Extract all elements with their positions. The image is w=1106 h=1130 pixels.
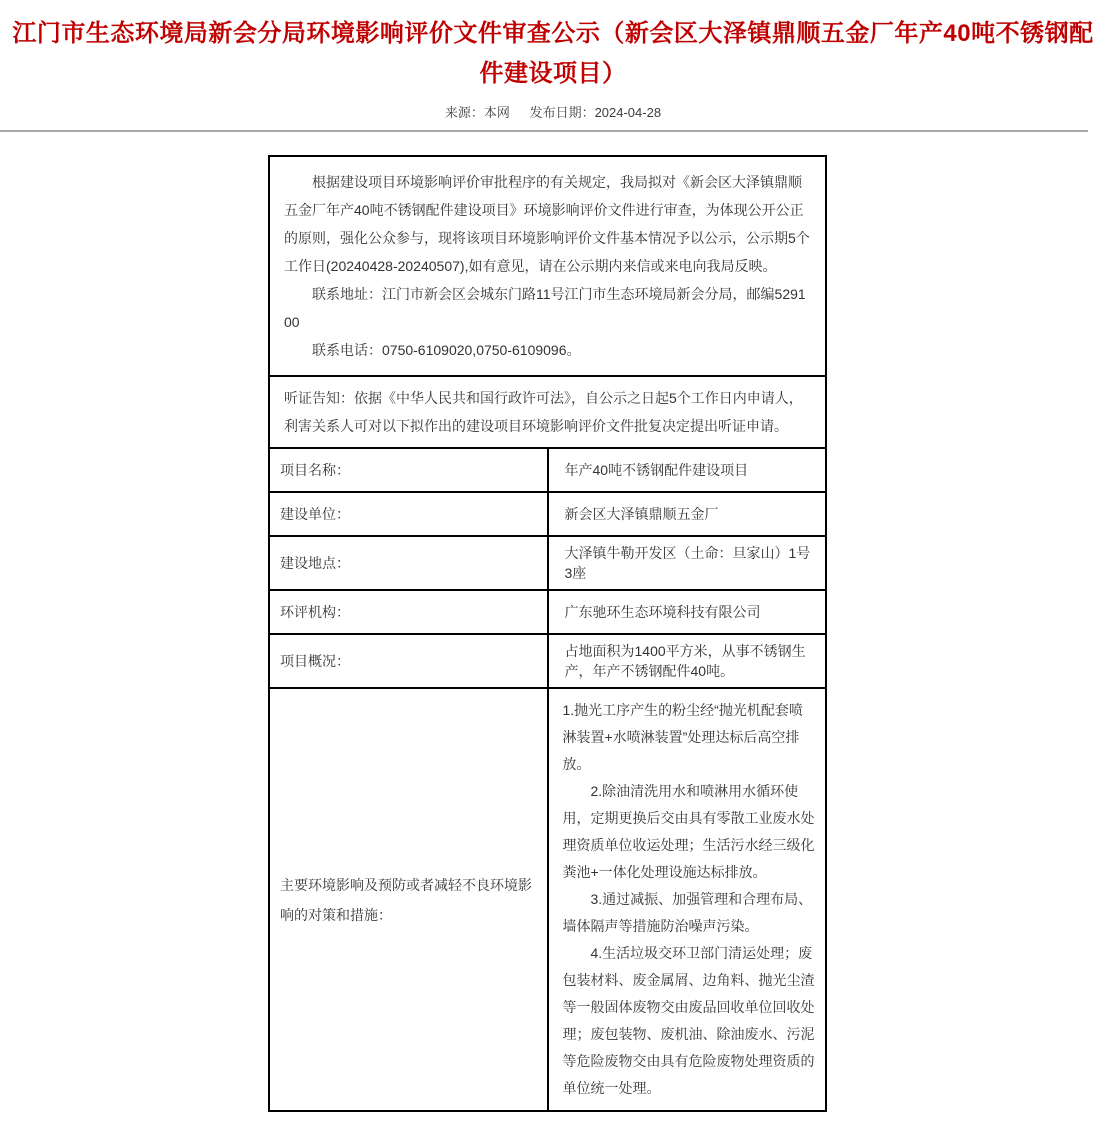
field-value: 年产40吨不锈钢配件建设项目 — [548, 448, 827, 492]
contact-address: 联系地址：江门市新会区会城东门路11号江门市生态环境局新会分局，邮编529100 — [284, 286, 806, 330]
measures-cell — [548, 688, 827, 1111]
field-label: 环评机构： — [269, 590, 548, 634]
field-label: 建设单位： — [269, 492, 548, 536]
measure-item-3: 3.通过减振、加强管理和合理布局、墙体隔声等措施防治噪声污染。 — [562, 891, 813, 934]
announcement-page — [0, 14, 1106, 1112]
announcement-table — [268, 155, 827, 1112]
field-value: 新会区大泽镇鼎顺五金厂 — [548, 492, 827, 536]
field-row-project-overview — [269, 634, 826, 688]
field-row-eia-agency — [269, 590, 826, 634]
meta-source: 来源：本网 — [444, 105, 510, 120]
hearing-notice: 听证告知：依据《中华人民共和国行政许可法》，自公示之日起5个工作日内申请人，利害关系人可对以下拟作出的建设项目环境影响评价文件批复决定提出听证申请。 — [284, 390, 803, 434]
page-title: 江门市生态环境局新会分局环境影响评价文件审查公示（新会区大泽镇鼎顺五金厂年产40吨不锈钢配件建设项目） — [12, 20, 1094, 87]
article-meta — [0, 102, 1106, 121]
measures-label: 主要环境影响及预防或者减轻不良环境影响的对策和措施： — [269, 688, 548, 1111]
measure-item-4: 4.生活垃圾交环卫部门清运处理；废包装材料、废金属屑、边角料、抛光尘渣等一般固体废物交由废品回收单位回收处理；废包装物、废机油、除油废水、污泥等危险废物交由具有危险废物处理资质的单位统一处理。 — [562, 945, 815, 1096]
field-label: 项目名称： — [269, 448, 548, 492]
field-label: 建设地点： — [269, 536, 548, 590]
field-row-construction-unit — [269, 492, 826, 536]
measure-item-1: 1.抛光工序产生的粉尘经“抛光机配套喷淋装置+水喷淋装置”处理达标后高空排放。 — [562, 702, 803, 772]
field-value: 占地面积为1400平方米，从事不锈钢生产，年产不锈钢配件40吨。 — [548, 634, 827, 688]
meta-publish-date: 发布日期：2024-04-28 — [529, 105, 662, 120]
header-divider — [0, 130, 1088, 132]
field-value: 大泽镇牛勒开发区（土命：旦家山）1号3座 — [548, 536, 827, 590]
intro-paragraph: 根据建设项目环境影响评价审批程序的有关规定，我局拟对《新会区大泽镇鼎顺五金厂年产40吨不锈钢配件建设项目》环境影响评价文件进行审查，为体现公开公正的原则，强化公众参与，现将该项目环境影响评价文件基本情况予以公示，公示期5个工作日(20240428-20240507),如有意见，请在公示期内来信或来电向我局反映。 — [284, 174, 810, 274]
hearing-cell — [269, 376, 826, 448]
measures-row — [269, 688, 826, 1111]
intro-cell — [269, 156, 826, 376]
intro-row — [269, 156, 826, 376]
field-row-construction-site — [269, 536, 826, 590]
field-row-project-name — [269, 448, 826, 492]
field-value: 广东驰环生态环境科技有限公司 — [548, 590, 827, 634]
contact-phone: 联系电话：0750-6109020,0750-6109096。 — [312, 342, 581, 358]
field-label: 项目概况： — [269, 634, 548, 688]
hearing-row — [269, 376, 826, 448]
measure-item-2: 2.除油清洗用水和喷淋用水循环使用，定期更换后交由具有零散工业废水处理资质单位收运处理；生活污水经三级化粪池+一体化处理设施达标排放。 — [562, 783, 815, 880]
